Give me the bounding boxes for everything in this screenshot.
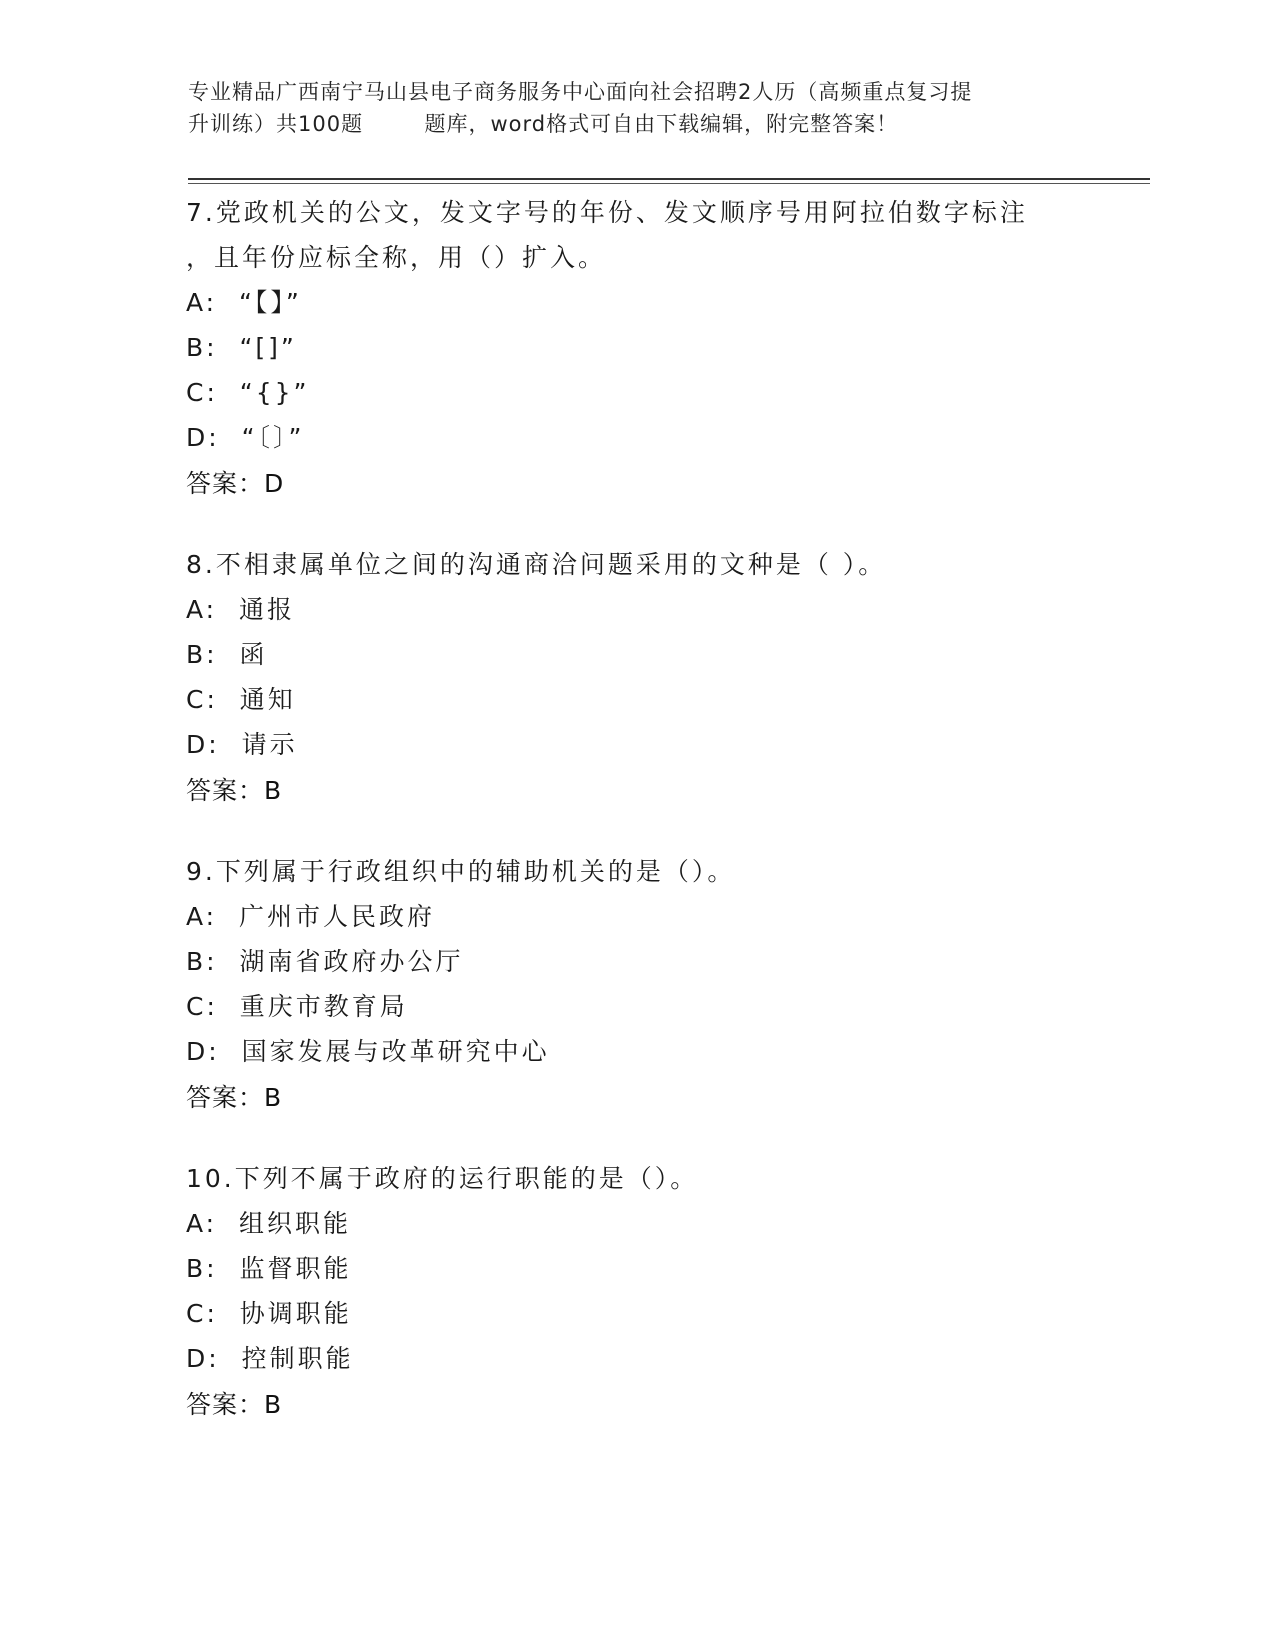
- option-a: A: “【】”: [186, 288, 302, 317]
- question-stem-line-1: 10.下列不属于政府的运行职能的是（）。: [186, 1164, 699, 1193]
- option-b: B: 函: [186, 640, 268, 669]
- option-b: B: “[]”: [186, 333, 297, 362]
- option-a: A: 通报: [186, 595, 295, 624]
- answer: 答案：B: [186, 1390, 283, 1419]
- question-stem-line-1: 9.下列属于行政组织中的辅助机关的是（）。: [186, 857, 736, 886]
- question-stem-line-1: 7.党政机关的公文，发文字号的年份、发文顺序号用阿拉伯数字标注: [186, 198, 1028, 227]
- question-list: [186, 190, 1146, 1463]
- option-c: C: “{}”: [186, 378, 310, 407]
- question-10: [186, 1156, 1146, 1429]
- option-d: D: “〔〕”: [186, 423, 305, 452]
- option-d: D: 请示: [186, 730, 298, 759]
- question-9: [186, 849, 1146, 1122]
- header-line-2: 升训练）共100题 题库，word格式可自由下载编辑，附完整答案！: [188, 112, 899, 136]
- answer: 答案：D: [186, 469, 285, 498]
- option-b: B: 湖南省政府办公厅: [186, 947, 464, 976]
- header-line-1: 专业精品广西南宁马山县电子商务服务中心面向社会招聘2人历（高频重点复习提: [188, 80, 973, 104]
- answer: 答案：B: [186, 776, 283, 805]
- answer: 答案：B: [186, 1083, 283, 1112]
- document-header: [188, 76, 1088, 140]
- option-a: A: 组织职能: [186, 1209, 351, 1238]
- option-c: C: 通知: [186, 685, 296, 714]
- option-d: D: 国家发展与改革研究中心: [186, 1037, 550, 1066]
- question-stem-line-1: 8.不相隶属单位之间的沟通商洽问题采用的文种是（ ）。: [186, 550, 887, 579]
- option-c: C: 协调职能: [186, 1299, 352, 1328]
- header-divider-thick: [188, 178, 1150, 180]
- option-d: D: 控制职能: [186, 1344, 354, 1373]
- question-7: [186, 190, 1146, 508]
- question-8: [186, 542, 1146, 815]
- option-c: C: 重庆市教育局: [186, 992, 408, 1021]
- question-stem-line-2: ，且年份应标全称，用（）扩入。: [186, 243, 607, 272]
- option-a: A: 广州市人民政府: [186, 902, 435, 931]
- option-b: B: 监督职能: [186, 1254, 352, 1283]
- header-divider-thin: [188, 183, 1150, 184]
